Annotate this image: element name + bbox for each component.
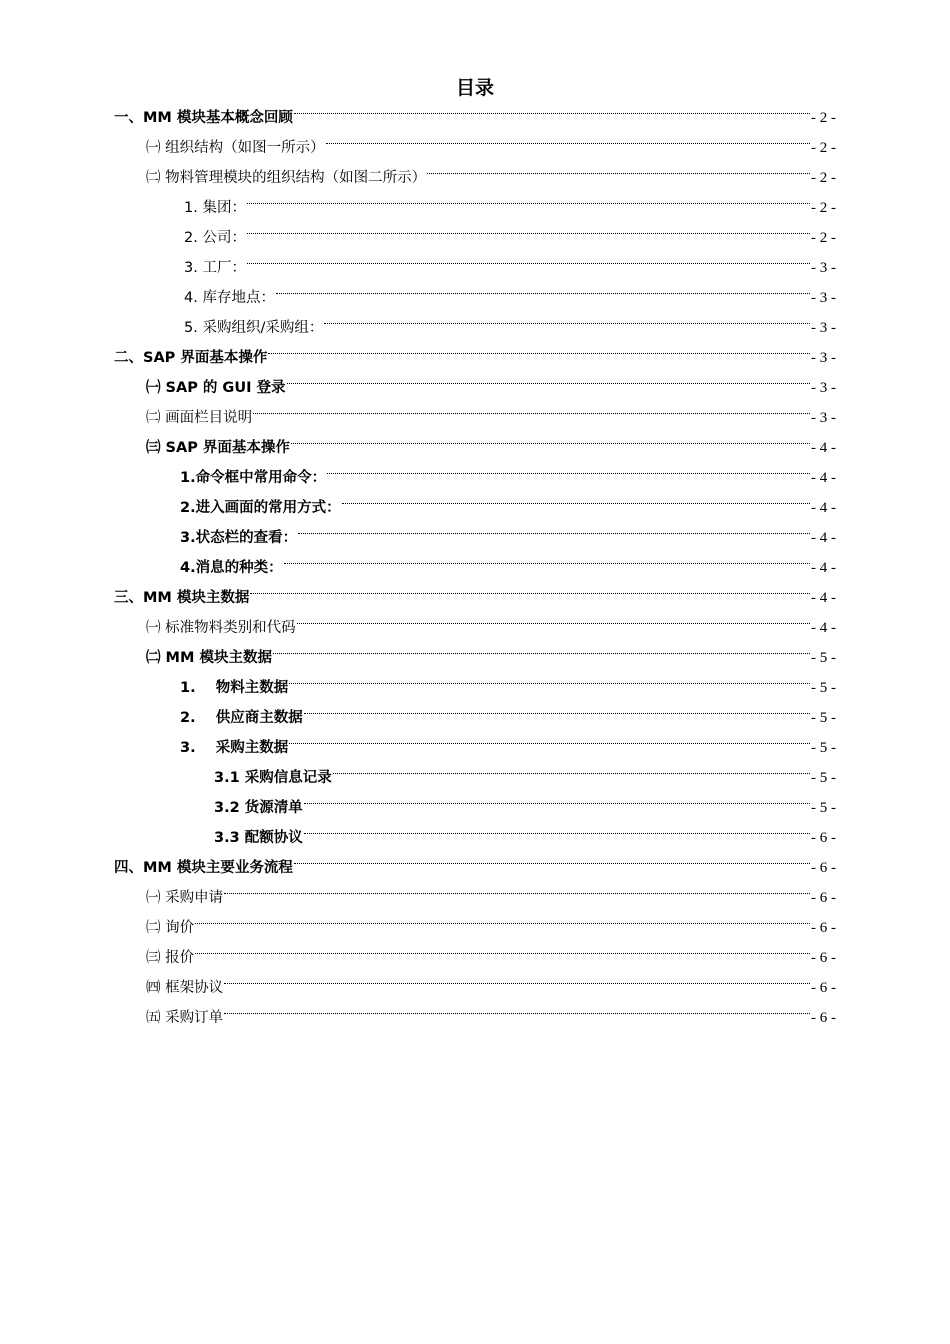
toc-entry-label: ㈠ 采购申请	[146, 890, 224, 906]
toc-entry[interactable]	[114, 583, 836, 613]
dot-leader	[284, 563, 810, 564]
dot-leader	[224, 983, 810, 984]
dot-leader	[250, 593, 810, 594]
toc-entry[interactable]	[146, 433, 836, 463]
toc-page-number: - 6 -	[811, 920, 836, 936]
toc-entry-label: 1. 物料主数据	[180, 680, 289, 696]
toc-entry[interactable]	[146, 163, 836, 193]
dot-leader	[268, 353, 810, 354]
dot-leader	[304, 803, 810, 804]
toc-title: 目录	[455, 77, 494, 99]
toc-page-number: - 3 -	[811, 410, 836, 426]
toc-page-number: - 4 -	[811, 560, 836, 576]
toc-page-number: - 2 -	[811, 140, 836, 156]
toc-entry[interactable]	[180, 493, 836, 523]
dot-leader	[247, 263, 810, 264]
dot-leader	[326, 143, 810, 144]
toc-page-number: - 2 -	[811, 170, 836, 186]
toc-page-number: - 4 -	[811, 440, 836, 456]
toc-page-number: - 2 -	[811, 110, 836, 126]
toc-page-number: - 5 -	[811, 740, 836, 756]
toc-entry[interactable]	[146, 643, 836, 673]
dot-leader	[304, 833, 810, 834]
toc-entry[interactable]	[180, 673, 836, 703]
toc-page-number: - 6 -	[811, 890, 836, 906]
toc-entry[interactable]	[146, 613, 836, 643]
toc-entry[interactable]	[146, 133, 836, 163]
toc-entry-label: 2. 公司：	[184, 230, 246, 246]
toc-entry[interactable]	[184, 283, 836, 313]
toc-entry-label: 1. 集团：	[184, 200, 246, 216]
toc-entry-label: ㈡ 物料管理模块的组织结构（如图二所示）	[146, 170, 427, 186]
toc-page-number: - 2 -	[811, 230, 836, 246]
toc-page-number: - 3 -	[811, 290, 836, 306]
toc-page-number: - 4 -	[811, 500, 836, 516]
toc-page-number: - 4 -	[811, 530, 836, 546]
toc-entry-label: 2. 供应商主数据	[180, 710, 303, 726]
toc-entry[interactable]	[114, 103, 836, 133]
toc-page-number: - 6 -	[811, 950, 836, 966]
dot-leader	[287, 383, 810, 384]
dot-leader	[342, 503, 810, 504]
toc-entry-label: 3.1 采购信息记录	[214, 770, 332, 786]
toc-page-number: - 4 -	[811, 470, 836, 486]
toc-entry-label: ㈡ 询价	[146, 920, 195, 936]
toc-entry[interactable]	[214, 763, 836, 793]
toc-entry[interactable]	[180, 463, 836, 493]
dot-leader	[298, 533, 810, 534]
dot-leader	[247, 233, 810, 234]
toc-entry[interactable]	[184, 193, 836, 223]
toc-entry-label: 3.2 货源清单	[214, 800, 303, 816]
toc-page-number: - 2 -	[811, 200, 836, 216]
toc-entry[interactable]	[114, 343, 836, 373]
dot-leader	[247, 203, 810, 204]
toc-page-number: - 3 -	[811, 260, 836, 276]
toc-page-number: - 6 -	[811, 860, 836, 876]
dot-leader	[289, 683, 810, 684]
toc-entry[interactable]	[180, 703, 836, 733]
toc-page-number: - 5 -	[811, 650, 836, 666]
toc-page-number: - 3 -	[811, 320, 836, 336]
dot-leader	[333, 773, 810, 774]
toc-page-number: - 5 -	[811, 680, 836, 696]
toc-entry[interactable]	[180, 553, 836, 583]
toc-entry[interactable]	[146, 913, 836, 943]
dot-leader	[327, 473, 810, 474]
toc-entry[interactable]	[146, 1003, 836, 1033]
dot-leader	[427, 173, 810, 174]
toc-entry-label: 3.3 配额协议	[214, 830, 303, 846]
toc-entry-label: 3. 工厂：	[184, 260, 246, 276]
toc-entry-label: 3.状态栏的查看：	[180, 530, 298, 546]
toc-page-number: - 5 -	[811, 710, 836, 726]
toc-page-number: - 3 -	[811, 350, 836, 366]
toc-entry[interactable]	[214, 793, 836, 823]
toc-entry[interactable]	[114, 853, 836, 883]
toc-entry[interactable]	[146, 403, 836, 433]
toc-entry-label: ㈣ 框架协议	[146, 980, 224, 996]
toc-entry[interactable]	[184, 223, 836, 253]
toc-page-number: - 4 -	[811, 620, 836, 636]
toc-page-number: - 5 -	[811, 800, 836, 816]
toc-entry[interactable]	[180, 733, 836, 763]
dot-leader	[195, 953, 810, 954]
toc-entry-label: ㈡ MM 模块主数据	[146, 650, 272, 666]
dot-leader	[276, 293, 810, 294]
toc-entry[interactable]	[146, 973, 836, 1003]
dot-leader	[294, 863, 810, 864]
toc-entry[interactable]	[184, 253, 836, 283]
dot-leader	[273, 653, 810, 654]
toc-entry-label: 四、MM 模块主要业务流程	[114, 860, 293, 876]
toc-page-number: - 4 -	[811, 590, 836, 606]
toc-entry[interactable]	[146, 373, 836, 403]
toc-entry[interactable]	[184, 313, 836, 343]
toc-entry-label: 3. 采购主数据	[180, 740, 289, 756]
dot-leader	[294, 113, 810, 114]
toc-entry-label: ㈠ 组织结构（如图一所示）	[146, 140, 325, 156]
toc-page-number: - 6 -	[811, 1010, 836, 1026]
toc-entry-label: ㈢ SAP 界面基本操作	[146, 440, 290, 456]
toc-entry[interactable]	[146, 883, 836, 913]
toc-entry-label: 2.进入画面的常用方式：	[180, 500, 341, 516]
toc-entry-label: ㈠ SAP 的 GUI 登录	[146, 380, 286, 396]
toc-entry-label: 一、MM 模块基本概念回顾	[114, 110, 293, 126]
toc-page-number: - 6 -	[811, 980, 836, 996]
toc-entry-label: ㈠ 标准物料类别和代码	[146, 620, 296, 636]
toc-page-number: - 6 -	[811, 830, 836, 846]
toc-entry-label: 4. 库存地点：	[184, 290, 275, 306]
dot-leader	[289, 743, 810, 744]
toc-entry-label: 二、SAP 界面基本操作	[114, 350, 268, 366]
toc-entry[interactable]	[214, 823, 836, 853]
toc-entry-label: ㈢ 报价	[146, 950, 195, 966]
toc-entry-label: 5. 采购组织/采购组：	[184, 320, 324, 336]
toc-entry[interactable]	[180, 523, 836, 553]
toc-entry-label: 1.命令框中常用命令：	[180, 470, 327, 486]
dot-leader	[195, 923, 810, 924]
toc-page-number: - 3 -	[811, 380, 836, 396]
dot-leader	[224, 893, 810, 894]
toc-entry-label: 4.消息的种类：	[180, 560, 283, 576]
toc-entry[interactable]	[146, 943, 836, 973]
dot-leader	[297, 623, 810, 624]
toc-entry-label: 三、MM 模块主数据	[114, 590, 250, 606]
dot-leader	[291, 443, 810, 444]
dot-leader	[324, 323, 810, 324]
toc-entry-label: ㈡ 画面栏目说明	[146, 410, 253, 426]
dot-leader	[224, 1013, 810, 1014]
toc-entry-label: ㈤ 采购订单	[146, 1010, 224, 1026]
dot-leader	[304, 713, 810, 714]
dot-leader	[253, 413, 810, 414]
toc-page-number: - 5 -	[811, 770, 836, 786]
